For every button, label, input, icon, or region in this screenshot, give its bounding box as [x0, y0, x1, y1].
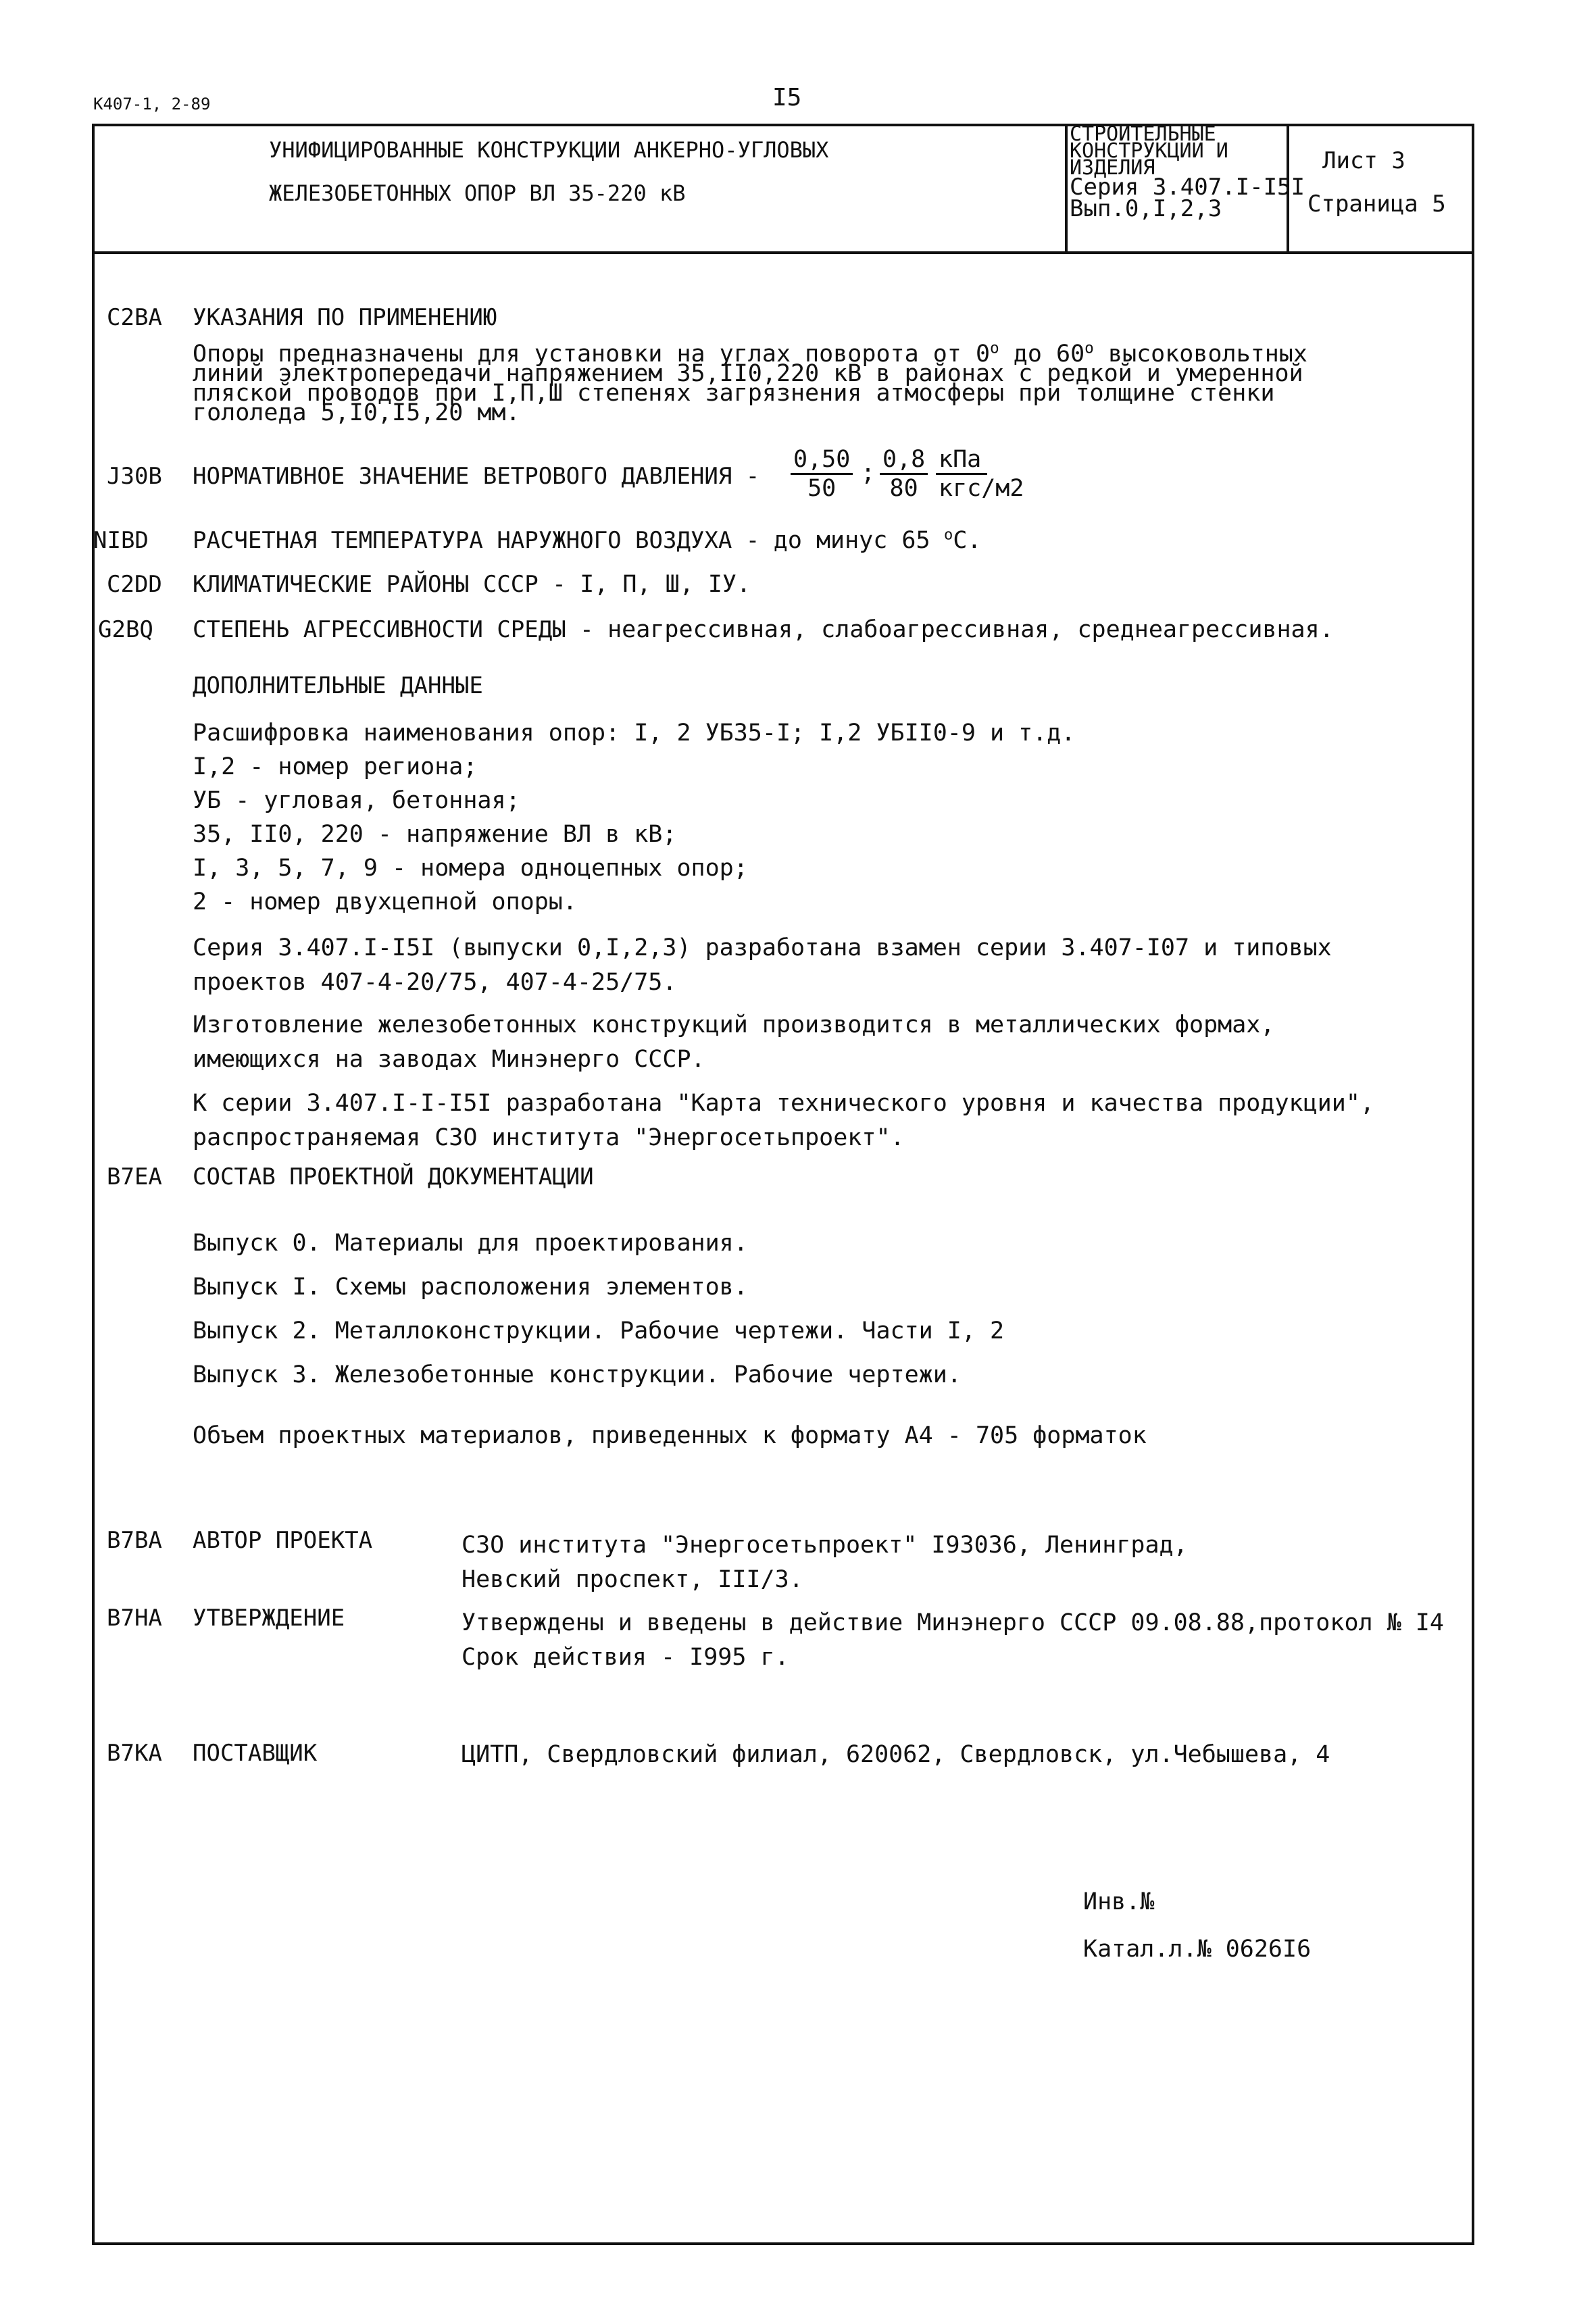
section-title-additional: ДОПОЛНИТЕЛЬНЫЕ ДАННЫЕ — [193, 672, 483, 699]
climate-value: I, П, Ш, IУ. — [580, 571, 751, 598]
page-number: I5 — [772, 84, 802, 111]
additional-para-1: Серия 3.407.I-I5I (выпуски 0,I,2,3) разработана взамен серии 3.407-I07 и типовых проектов 407-4-20/75, 407-4-25/75. — [193, 934, 1332, 996]
section-code-climate: C2DD — [107, 571, 162, 598]
section-code-temperature: NIBD — [93, 527, 149, 554]
document-code: К407-1, 2-89 — [93, 95, 211, 114]
header-category — [1070, 122, 1305, 222]
wind-frac2-num: 0,8 — [880, 446, 928, 475]
wind-unit-num: кПа — [936, 446, 987, 475]
composition-item: Выпуск I. Схемы расположения элементов. — [193, 1274, 748, 1301]
usage-line-3: пляской проводов при I,П,Ш степенях загрязнения атмосферы при толщине стенки — [193, 380, 1275, 407]
inventory-number: Инв.№ — [1083, 1888, 1155, 1915]
section-code-author: B7BA — [107, 1527, 162, 1554]
supplier-value: ЦИТП, Свердловский филиал, 620062, Свердловск, ул.Чебышева, 4 — [462, 1741, 1330, 1768]
usage-line-4: гололеда 5,I0,I5,20 мм. — [193, 399, 520, 426]
degree-mark: о — [1084, 339, 1094, 357]
additional-line: I,2 - номер региона; — [193, 753, 478, 780]
wind-frac1-den: 50 — [807, 475, 837, 502]
section-title-wind: НОРМАТИВНОЕ ЗНАЧЕНИЕ ВЕТРОВОГО ДАВЛЕНИЯ - — [193, 463, 760, 490]
section-code-composition: B7EA — [107, 1163, 162, 1190]
header-title-line2: ЖЕЛЕЗОБЕТОННЫХ ОПОР ВЛ 35-220 кВ — [269, 180, 686, 206]
additional-line: 2 - номер двухцепной опоры. — [193, 888, 577, 915]
additional-line: Расшифровка наименования опор: I, 2 УБ35-I; I,2 УБII0-9 и т.д. — [193, 720, 1076, 747]
header-divider — [92, 251, 1474, 254]
temperature-unit: С. — [953, 527, 982, 554]
section-code-supplier: B7KA — [107, 1740, 162, 1767]
issues-line: Вып.0,I,2,3 — [1070, 195, 1222, 222]
additional-line: I, 3, 5, 7, 9 - номера одноцепных опор; — [193, 855, 748, 882]
series-line: Серия 3.407.I-I5I — [1070, 174, 1305, 201]
header-title-line1: УНИФИЦИРОВАННЫЕ КОНСТРУКЦИИ АНКЕРНО-УГЛОВЫХ — [269, 137, 829, 163]
approval-text: Утверждены и введены в действие Минэнерго СССР 09.08.88,протокол № I4 Срок действия - I995 г. — [462, 1609, 1444, 1671]
composition-item: Выпуск 2. Металлоконструкции. Рабочие чертежи. Части I, 2 — [193, 1317, 1005, 1344]
wind-separator: ; — [861, 459, 876, 486]
composition-item: Выпуск 0. Материалы для проектирования. — [193, 1230, 748, 1257]
author-text: СЗО института "Энергосетьпроект" I93036, Ленинград, Невский проспект, III/3. — [462, 1532, 1188, 1593]
wind-frac2-den: 80 — [889, 475, 918, 502]
additional-list — [193, 716, 1075, 919]
section-title-supplier: ПОСТАВЩИК — [193, 1740, 318, 1767]
temperature-value: до минус 65 — [773, 527, 930, 554]
section-code-approval: B7HA — [107, 1605, 162, 1632]
additional-line: УБ - угловая, бетонная; — [193, 787, 520, 814]
usage-line-1-tail: до 60 — [999, 341, 1085, 368]
section-code-usage: C2BA — [107, 304, 162, 331]
wind-frac1-num: 0,50 — [791, 446, 853, 475]
usage-line-1-end: высоковольтных — [1093, 341, 1307, 368]
section-title-temperature: РАСЧЕТНАЯ ТЕМПЕРАТУРА НАРУЖНОГО ВОЗДУХА - — [193, 527, 760, 554]
section-title-aggressiveness: СТЕПЕНЬ АГРЕССИВНОСТИ СРЕДЫ - — [193, 616, 594, 643]
wind-unit — [936, 446, 1026, 502]
section-title-composition: СОСТАВ ПРОЕКТНОЙ ДОКУМЕНТАЦИИ — [193, 1163, 594, 1190]
temperature-row — [193, 527, 982, 554]
usage-line-1: Опоры предназначены для установки на углах поворота от 0 — [193, 341, 991, 368]
header-vline-1 — [1065, 124, 1068, 253]
aggressiveness-value: неагрессивная, слабоагрессивная, среднеагрессивная. — [607, 616, 1334, 643]
wind-fraction-2 — [880, 446, 928, 502]
category-line: ИЗДЕЛИЯ — [1070, 156, 1155, 180]
catalog-number: Катал.л.№ 0626I6 — [1083, 1936, 1312, 1963]
wind-fraction-1 — [791, 446, 853, 502]
additional-line: 35, II0, 220 - напряжение ВЛ в кВ; — [193, 821, 677, 848]
sheet-number: Лист 3 — [1322, 147, 1405, 174]
aggressiveness-row — [193, 616, 1334, 643]
section-title-approval: УТВЕРЖДЕНИЕ — [193, 1605, 345, 1632]
additional-para-3: К серии 3.407.I-I-I5I разработана "Карта технического уровня и качества продукции", распространяемая СЗО института "Энергосетьпроект". — [193, 1090, 1374, 1151]
composition-item: Выпуск 3. Железобетонные конструкции. Рабочие чертежи. — [193, 1361, 962, 1388]
usage-text — [193, 339, 1307, 426]
section-title-climate: КЛИМАТИЧЕСКИЕ РАЙОНЫ СССР - — [193, 571, 566, 598]
composition-volume: Объем проектных материалов, приведенных к формату А4 - 705 форматок — [193, 1422, 1147, 1449]
section-title-author: АВТОР ПРОЕКТА — [193, 1527, 373, 1554]
wind-unit-den: кгс/м2 — [939, 475, 1024, 502]
additional-para-2: Изготовление железобетонных конструкций производится в металлических формах, имеющихся на заводах Минэнерго СССР. — [193, 1011, 1275, 1073]
section-title-usage: УКАЗАНИЯ ПО ПРИМЕНЕНИЮ — [193, 304, 497, 331]
section-code-aggressiveness: G2BQ — [98, 616, 153, 643]
category-line: КОНСТРУКЦИИ И — [1070, 139, 1228, 163]
degree-mark: о — [944, 526, 953, 544]
climate-row — [193, 571, 751, 598]
page-label: Страница 5 — [1307, 191, 1446, 218]
category-line: СТРОИТЕЛЬНЫЕ — [1070, 122, 1216, 146]
usage-line-2: линий электропередачи напряжением 35,II0,220 кВ в районах с редкой и умеренной — [193, 360, 1303, 387]
section-code-wind: J30B — [107, 463, 162, 490]
degree-mark: о — [990, 339, 999, 357]
